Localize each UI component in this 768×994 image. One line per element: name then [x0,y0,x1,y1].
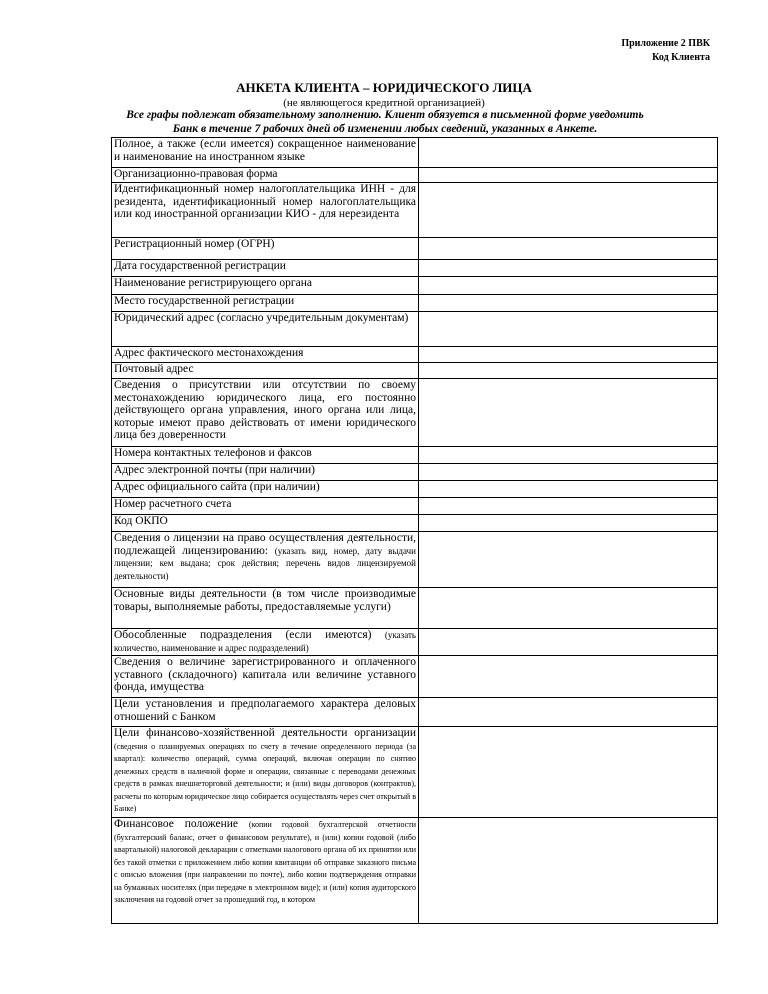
row-label-text: Обособленные подразделения (если имеются) [114,629,372,641]
row-label-text: Номера контактных телефонов и факсов [114,447,312,459]
table-row [112,481,718,498]
answer-cell[interactable] [419,183,718,238]
row-label [112,295,419,312]
answer-cell[interactable] [419,532,718,588]
table-row [112,818,718,924]
answer-cell[interactable] [419,629,718,656]
answer-cell[interactable] [419,481,718,498]
table-row [112,312,718,347]
notice-line-1: Все графы подлежат обязательному заполнению. Клиент обязуется в письменной форме уведомить [126,109,644,121]
row-label [112,515,419,532]
row-label [112,138,419,168]
row-label [112,260,419,277]
answer-cell[interactable] [419,168,718,183]
answer-cell[interactable] [419,277,718,295]
row-label-text: Сведения о лицензии на право осуществления деятельности, подлежащей лицензированию: [114,532,416,557]
answer-cell[interactable] [419,515,718,532]
answer-cell[interactable] [419,727,718,818]
answer-cell[interactable] [419,347,718,363]
row-label-text: Основные виды деятельности (в том числе производимые товары, выполняемые работы, предоставляемые услуги) [114,588,416,613]
notice-line-2: Банк в течение 7 рабочих дней об изменении любых сведений, указанных в Анкете. [172,123,598,135]
row-note: (сведения о планируемых операциях по счету в течение определенного периода (за квартал): количество операций, сумма операций, включая операции по снятию денежных средств в наличной форме и операции, связанные с переводами денежных средств в рамках внешнеторговой деятельности; и (или) виды договоров (контрактов), расчеты по которым юридическое лицо собирается осуществлять через счет открытый в Банке) [114,741,416,813]
table-row [112,138,718,168]
row-label-text: Регистрационный номер (ОГРН) [114,238,275,250]
row-label [112,588,419,629]
answer-cell[interactable] [419,379,718,447]
questionnaire-table [111,137,718,924]
table-row [112,515,718,532]
table-row [112,277,718,295]
row-label-text: Адрес электронной почты (при наличии) [114,464,315,476]
row-label [112,238,419,260]
answer-cell[interactable] [419,698,718,727]
answer-cell[interactable] [419,818,718,924]
row-label [112,481,419,498]
row-label-text: Организационно-правовая форма [114,168,278,180]
table-row [112,532,718,588]
row-label-text: Цели финансово-хозяйственной деятельности организации [114,727,416,739]
row-label-text: Финансовое положение [114,818,238,830]
row-label [112,818,419,924]
answer-cell[interactable] [419,312,718,347]
row-label-text: Дата государственной регистрации [114,260,286,272]
row-label-text: Наименование регистрирующего органа [114,277,312,289]
table-row [112,168,718,183]
answer-cell[interactable] [419,656,718,698]
table-row [112,727,718,818]
row-label-text: Юридический адрес (согласно учредительным документам) [114,312,409,324]
form-notice [60,108,710,136]
answer-cell[interactable] [419,498,718,515]
answer-cell[interactable] [419,260,718,277]
client-code-label: Код Клиента [652,52,710,63]
row-label-text: Идентификационный номер налогоплательщика ИНН - для резидента, идентификационный номер налогоплательщика или код иностранной организации КИО - для нерезидента [114,183,416,220]
row-note: (копии годовой бухгалтерской отчетности (бухгалтерский баланс, отчет о финансовом результате), и (или) копии годовой (либо квартальной) налоговой декларации с отметками налогового органа об их принятии или без такой отметки с приложением либо копии квитанции об отправке заказного письма с описью вложения (при направлении по почте), либо копии подтверждения отправки на бумажных носителях (при передаче в электронном виде); и (или) копия аудиторского заключения на годовой отчет за прошедший год, в котором [114,820,416,904]
row-label-text: Код ОКПО [114,515,168,527]
row-label-text: Сведения о присутствии или отсутствии по своему местонахождению юридического лица, его постоянно действующего органа управления, иного органа или лица, которые имеют право действовать от имени юридического лица без доверенности [114,379,416,441]
row-label-text: Адрес фактического местонахождения [114,347,304,359]
table-row [112,260,718,277]
answer-cell[interactable] [419,138,718,168]
form-title: АНКЕТА КЛИЕНТА – ЮРИДИЧЕСКОГО ЛИЦА [236,80,532,95]
table-row [112,464,718,481]
row-label-text: Сведения о величине зарегистрированного и оплаченного уставного (складочного) капитала или величине уставного фонда, имущества [114,656,416,693]
answer-cell[interactable] [419,464,718,481]
table-row [112,183,718,238]
table-row [112,295,718,312]
row-label [112,183,419,238]
answer-cell[interactable] [419,238,718,260]
row-note: (указать количество, наименование и адрес подразделений) [114,630,417,653]
row-note: (указать вид, номер, дату выдачи лицензии; кем выдана; срок действия; перечень видов лицензируемой деятельности) [114,545,416,581]
row-label [112,312,419,347]
table-row [112,363,718,379]
row-label [112,629,419,656]
row-label-text: Место государственной регистрации [114,295,295,307]
row-label-text: Адрес официального сайта (при наличии) [114,481,320,493]
row-label [112,727,419,818]
table-row [112,698,718,727]
table-row [112,379,718,447]
table-row [112,238,718,260]
appendix-label: Приложение 2 ПВК [621,38,710,49]
row-label-text: Цели установления и предполагаемого характера деловых отношений с Банком [114,698,416,723]
row-label [112,464,419,481]
row-label [112,347,419,363]
row-label [112,168,419,183]
row-label [112,656,419,698]
row-label [112,277,419,295]
row-label-text: Полное, а также (если имеется) сокращенное наименование и наименование на иностранном языке [114,138,416,163]
answer-cell[interactable] [419,447,718,464]
row-label [112,447,419,464]
header-block [621,37,710,65]
row-label [112,498,419,515]
answer-cell[interactable] [419,295,718,312]
row-label-text: Номер расчетного счета [114,498,232,510]
table-row [112,447,718,464]
row-label [112,698,419,727]
answer-cell[interactable] [419,363,718,379]
answer-cell[interactable] [419,588,718,629]
table-row [112,656,718,698]
table-row [112,629,718,656]
row-label [112,532,419,588]
table-row [112,498,718,515]
row-label-text: Почтовый адрес [114,363,194,375]
table-row [112,347,718,363]
row-label [112,379,419,447]
form-subtitle: (не являющегося кредитной организацией) [283,97,485,109]
table-row [112,588,718,629]
row-label [112,363,419,379]
